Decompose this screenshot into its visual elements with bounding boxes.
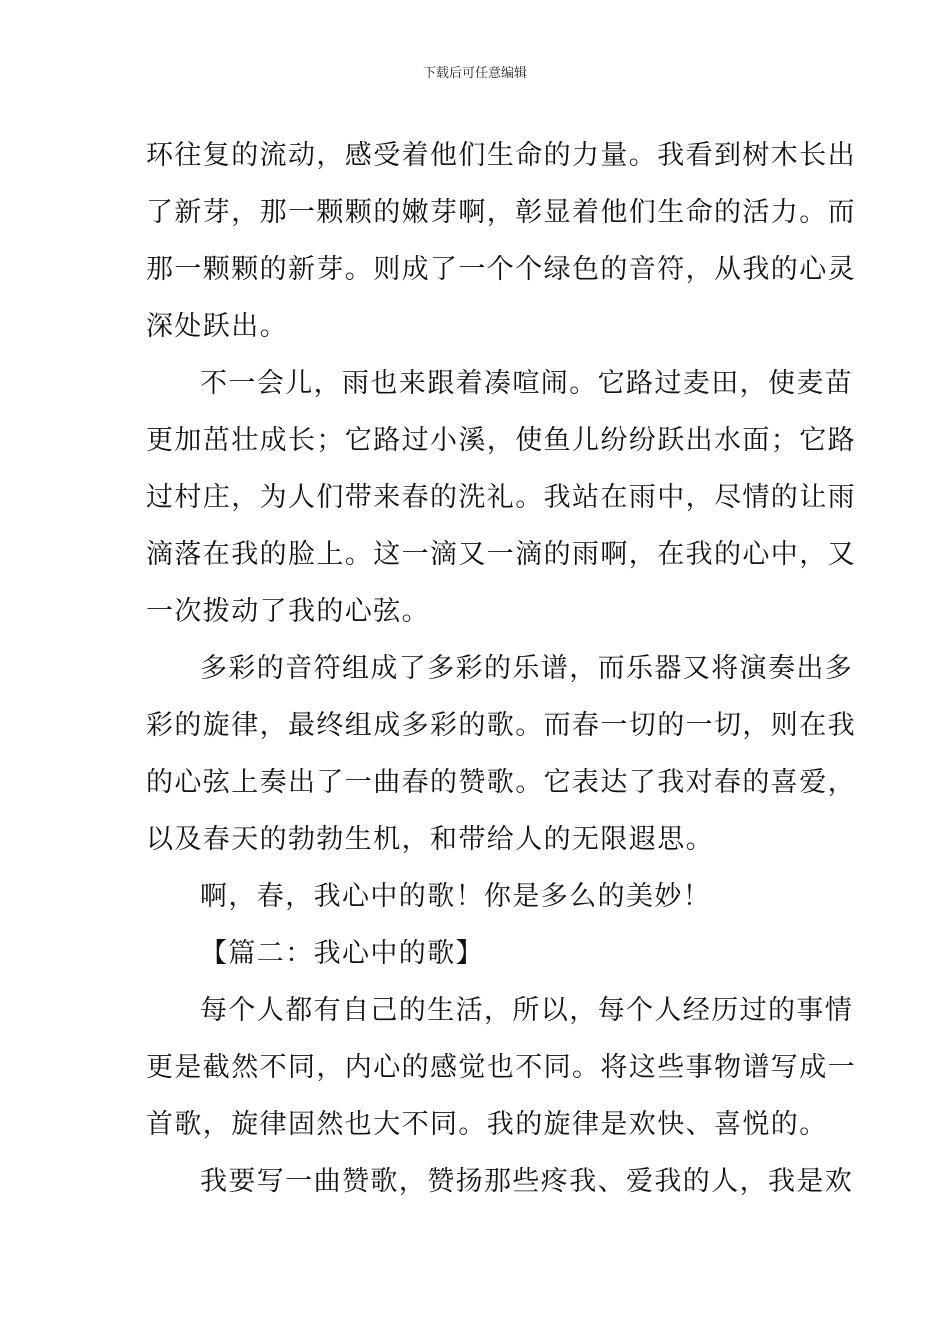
paragraph xyxy=(146,1153,854,1210)
text-line: 不一会儿，雨也来跟着凑喧闹。它路过麦田，使麦苗 xyxy=(200,368,854,399)
document-body xyxy=(146,127,856,1210)
text-line: 更加茁壮成长；它路过小溪，使鱼儿纷纷跃出水面；它路 xyxy=(146,425,856,456)
paragraph xyxy=(146,982,856,1153)
text-line: 的心弦上奏出了一曲春的赞歌。它表达了我对春的喜爱， xyxy=(146,767,856,798)
paragraph xyxy=(146,127,856,355)
paragraph xyxy=(146,640,856,868)
text-line: 过村庄，为人们带来春的洗礼。我站在雨中，尽情的让雨 xyxy=(146,482,856,513)
text-line: 那一颗颗的新芽。则成了一个个绿色的音符，从我的心灵 xyxy=(146,254,856,285)
text-line: 深处跃出。 xyxy=(146,311,288,342)
paragraph xyxy=(146,355,856,640)
text-line: 一次拨动了我的心弦。 xyxy=(146,596,430,627)
text-line: 滴落在我的脸上。这一滴又一滴的雨啊，在我的心中，又 xyxy=(146,539,856,570)
paragraph xyxy=(146,868,808,925)
text-line: 彩的旋律，最终组成多彩的歌。而春一切的一切，则在我 xyxy=(146,710,856,741)
text-line: 多彩的音符组成了多彩的乐谱，而乐器又将演奏出多 xyxy=(200,653,854,684)
section-heading xyxy=(146,925,808,982)
text-line: 啊，春，我心中的歌！你是多么的美妙！ xyxy=(200,881,712,912)
text-line: 首歌，旋律固然也大不同。我的旋律是欢快、喜悦的。 xyxy=(146,1109,828,1140)
page-header: 下载后可任意编辑 xyxy=(422,66,527,81)
text-line: 更是截然不同，内心的感觉也不同。将这些事物谱写成一 xyxy=(146,1052,856,1083)
text-line: 以及春天的勃勃生机，和带给人的无限遐思。 xyxy=(146,824,714,855)
text-line: 每个人都有自己的生活，所以，每个人经历过的事情 xyxy=(200,995,854,1026)
text-line: 【篇二：我心中的歌】 xyxy=(200,938,484,969)
text-line: 了新芽，那一颗颗的嫩芽啊，彰显着他们生命的活力。而 xyxy=(146,197,856,228)
text-line: 我要写一曲赞歌，赞扬那些疼我、爱我的人，我是欢 xyxy=(200,1166,854,1197)
text-line: 环往复的流动，感受着他们生命的力量。我看到树木长出 xyxy=(146,140,856,171)
